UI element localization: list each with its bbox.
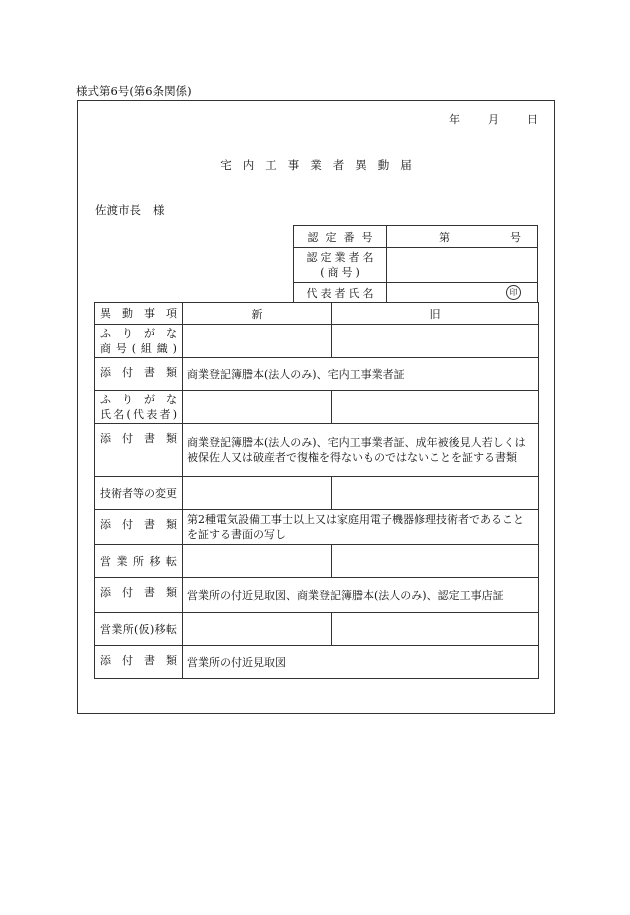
label-char: な bbox=[166, 327, 177, 340]
attachment-text: 営業所の付近見取図 bbox=[187, 655, 286, 669]
label-char: 営 bbox=[100, 622, 111, 636]
rep-name-cell[interactable] bbox=[387, 283, 538, 303]
label-char: ふ bbox=[100, 393, 111, 406]
header-change-item bbox=[95, 303, 183, 325]
label-char: 付 bbox=[122, 586, 133, 599]
attachment-row bbox=[95, 424, 539, 477]
label-char: 転 bbox=[166, 622, 177, 636]
label-char: 仮 bbox=[138, 622, 150, 636]
label-char: 者 bbox=[122, 486, 133, 500]
label-char: 号 bbox=[115, 342, 127, 355]
label-char: 異 bbox=[100, 307, 111, 320]
label-char: 移 bbox=[154, 622, 166, 636]
cert-number-suffix: 号 bbox=[510, 230, 521, 244]
label-char: 類 bbox=[166, 366, 177, 379]
date-month: 月 bbox=[488, 113, 499, 126]
label-char: 組 bbox=[140, 342, 152, 355]
form-frame bbox=[77, 100, 555, 714]
label-char: 類 bbox=[166, 518, 177, 531]
seal-mark-icon: 印 bbox=[506, 285, 521, 300]
change-item-label-line bbox=[95, 392, 182, 407]
attachment-label bbox=[95, 365, 182, 380]
change-item-label-line bbox=[95, 486, 182, 501]
label-char: が bbox=[144, 327, 155, 340]
label-char: ( bbox=[131, 342, 137, 355]
label-char: 業 bbox=[111, 622, 123, 636]
attachment-text-cell bbox=[183, 510, 539, 545]
label-char: が bbox=[144, 393, 155, 406]
company-name-cell[interactable] bbox=[387, 248, 538, 283]
label-char: 書 bbox=[144, 518, 155, 531]
label-char: 類 bbox=[166, 432, 177, 445]
label-char: 名 bbox=[113, 408, 125, 421]
label-char: 付 bbox=[122, 518, 133, 531]
label-char: 転 bbox=[166, 554, 177, 568]
table-body bbox=[95, 325, 539, 679]
label-char: 変 bbox=[155, 486, 166, 500]
label-char: の bbox=[144, 486, 155, 500]
label-char: ) bbox=[172, 408, 177, 421]
change-item-row bbox=[95, 391, 539, 424]
label-char: 付 bbox=[122, 654, 133, 667]
old-value-cell[interactable] bbox=[332, 613, 539, 646]
form-number-label: 様式第6号(第6条関係) bbox=[76, 84, 192, 98]
change-item-row bbox=[95, 325, 539, 358]
old-value-cell[interactable] bbox=[332, 545, 539, 578]
label-char: 技 bbox=[100, 486, 111, 500]
label-char: 書 bbox=[144, 654, 155, 667]
label-char: 項 bbox=[166, 307, 177, 320]
label-char: 付 bbox=[122, 366, 133, 379]
label-char: 代 bbox=[133, 408, 144, 421]
change-item-label-cell bbox=[95, 391, 183, 424]
attachment-label bbox=[95, 517, 182, 532]
label-char: 所 bbox=[133, 554, 144, 568]
new-value-cell[interactable] bbox=[183, 477, 332, 510]
company-label-line1: 認定業者名 bbox=[306, 251, 377, 264]
label-char: ( bbox=[126, 408, 131, 421]
label-char: 書 bbox=[144, 366, 155, 379]
new-value-cell[interactable] bbox=[183, 391, 332, 424]
attachment-text-cell bbox=[183, 646, 539, 679]
cert-number-prefix: 第 bbox=[439, 230, 450, 244]
label-char: り bbox=[122, 327, 133, 340]
attachment-label-cell bbox=[95, 510, 183, 545]
attachment-text-cell bbox=[183, 578, 539, 613]
cert-number-label: 認定番号 bbox=[307, 230, 380, 244]
attachment-row bbox=[95, 358, 539, 391]
attachment-text: 第2種電気設備工事士以上又は家庭用電子機器修理技術者であることを証する書面の写し bbox=[187, 513, 524, 541]
change-item-row bbox=[95, 477, 539, 510]
date-line bbox=[449, 111, 538, 127]
label-char: り bbox=[122, 393, 133, 406]
cert-number-label-cell bbox=[294, 226, 387, 248]
attachment-label bbox=[95, 653, 182, 668]
change-item-label-line bbox=[95, 554, 182, 569]
change-item-label-line bbox=[95, 341, 182, 356]
addressee-name: 佐渡市長 bbox=[95, 203, 141, 217]
header-new: 新 bbox=[183, 303, 332, 325]
date-year: 年 bbox=[449, 113, 460, 126]
rep-label: 代表者氏名 bbox=[306, 286, 377, 300]
rep-label-cell bbox=[294, 283, 387, 303]
label-char: 営 bbox=[100, 554, 111, 568]
label-char: 書 bbox=[144, 586, 155, 599]
addressee bbox=[95, 202, 165, 218]
label-char: 織 bbox=[156, 342, 168, 355]
label-char: ) bbox=[172, 342, 177, 355]
new-value-cell[interactable] bbox=[183, 545, 332, 578]
attachment-text: 商業登記簿謄本(法人のみ)、宅内工事業者証、成年被後見人若しくは被保佐人又は破産者で復権を得ないものではないことを証する書類 bbox=[187, 436, 526, 464]
attachment-label-cell bbox=[95, 358, 183, 391]
label-char: ( bbox=[134, 622, 139, 636]
change-items-table bbox=[94, 302, 539, 679]
attachment-text-cell bbox=[183, 424, 539, 477]
label-char: 添 bbox=[100, 654, 111, 667]
old-value-cell[interactable] bbox=[332, 391, 539, 424]
label-char: 添 bbox=[100, 366, 111, 379]
change-item-label-cell bbox=[95, 477, 183, 510]
change-item-label-cell bbox=[95, 325, 183, 358]
old-value-cell[interactable] bbox=[332, 325, 539, 358]
header-change-item-label bbox=[95, 306, 182, 321]
change-item-label-line bbox=[95, 622, 182, 637]
attachment-row bbox=[95, 646, 539, 679]
label-char: 者 bbox=[159, 408, 171, 421]
attachment-text: 営業所の付近見取図、商業登記簿謄本(法人のみ)、認定工事店証 bbox=[187, 588, 504, 602]
label-char: 表 bbox=[146, 408, 158, 421]
company-label-cell bbox=[294, 248, 387, 283]
attachment-label-cell bbox=[95, 578, 183, 613]
cert-number-cell[interactable] bbox=[387, 226, 538, 248]
label-char: ふ bbox=[100, 327, 111, 340]
label-char: 添 bbox=[100, 518, 111, 531]
new-value-cell[interactable] bbox=[183, 613, 332, 646]
label-char: 商 bbox=[100, 342, 111, 355]
attachment-text: 商業登記簿謄本(法人のみ)、宅内工事業者証 bbox=[187, 367, 405, 381]
attachment-label bbox=[95, 585, 182, 600]
addressee-honorific: 様 bbox=[153, 203, 165, 217]
label-char: な bbox=[166, 393, 177, 406]
attachment-label-cell bbox=[95, 646, 183, 679]
label-char: 書 bbox=[144, 432, 155, 445]
table-header-row bbox=[95, 303, 539, 325]
label-char: 氏 bbox=[100, 408, 111, 421]
attachment-text-cell bbox=[183, 358, 539, 391]
change-item-row bbox=[95, 613, 539, 646]
date-day: 日 bbox=[527, 113, 538, 126]
label-char: 事 bbox=[144, 307, 155, 320]
label-char: 添 bbox=[100, 586, 111, 599]
new-value-cell[interactable] bbox=[183, 325, 332, 358]
change-item-label-cell bbox=[95, 613, 183, 646]
attachment-label-cell bbox=[95, 424, 183, 477]
label-char: 類 bbox=[166, 586, 177, 599]
label-char: 動 bbox=[122, 307, 133, 320]
label-char: 移 bbox=[149, 554, 161, 568]
change-item-label-line bbox=[95, 407, 182, 422]
label-char: 更 bbox=[166, 486, 177, 500]
change-item-label-line bbox=[95, 326, 182, 341]
attachment-row bbox=[95, 578, 539, 613]
label-char: 術 bbox=[111, 486, 122, 500]
old-value-cell[interactable] bbox=[332, 477, 539, 510]
label-char: 添 bbox=[100, 432, 111, 445]
document-title: 宅内工事業者異動届 bbox=[220, 158, 423, 172]
label-char: ) bbox=[150, 622, 155, 636]
applicant-table bbox=[293, 225, 538, 303]
attachment-label bbox=[95, 431, 182, 446]
change-item-row bbox=[95, 545, 539, 578]
label-char: 等 bbox=[133, 486, 144, 500]
label-char: 類 bbox=[166, 654, 177, 667]
company-label-line2: (商号) bbox=[320, 266, 363, 279]
label-char: 業 bbox=[116, 554, 128, 568]
header-old: 旧 bbox=[332, 303, 539, 325]
attachment-row bbox=[95, 510, 539, 545]
label-char: 付 bbox=[122, 432, 133, 445]
change-item-label-cell bbox=[95, 545, 183, 578]
label-char: 所 bbox=[122, 622, 134, 636]
